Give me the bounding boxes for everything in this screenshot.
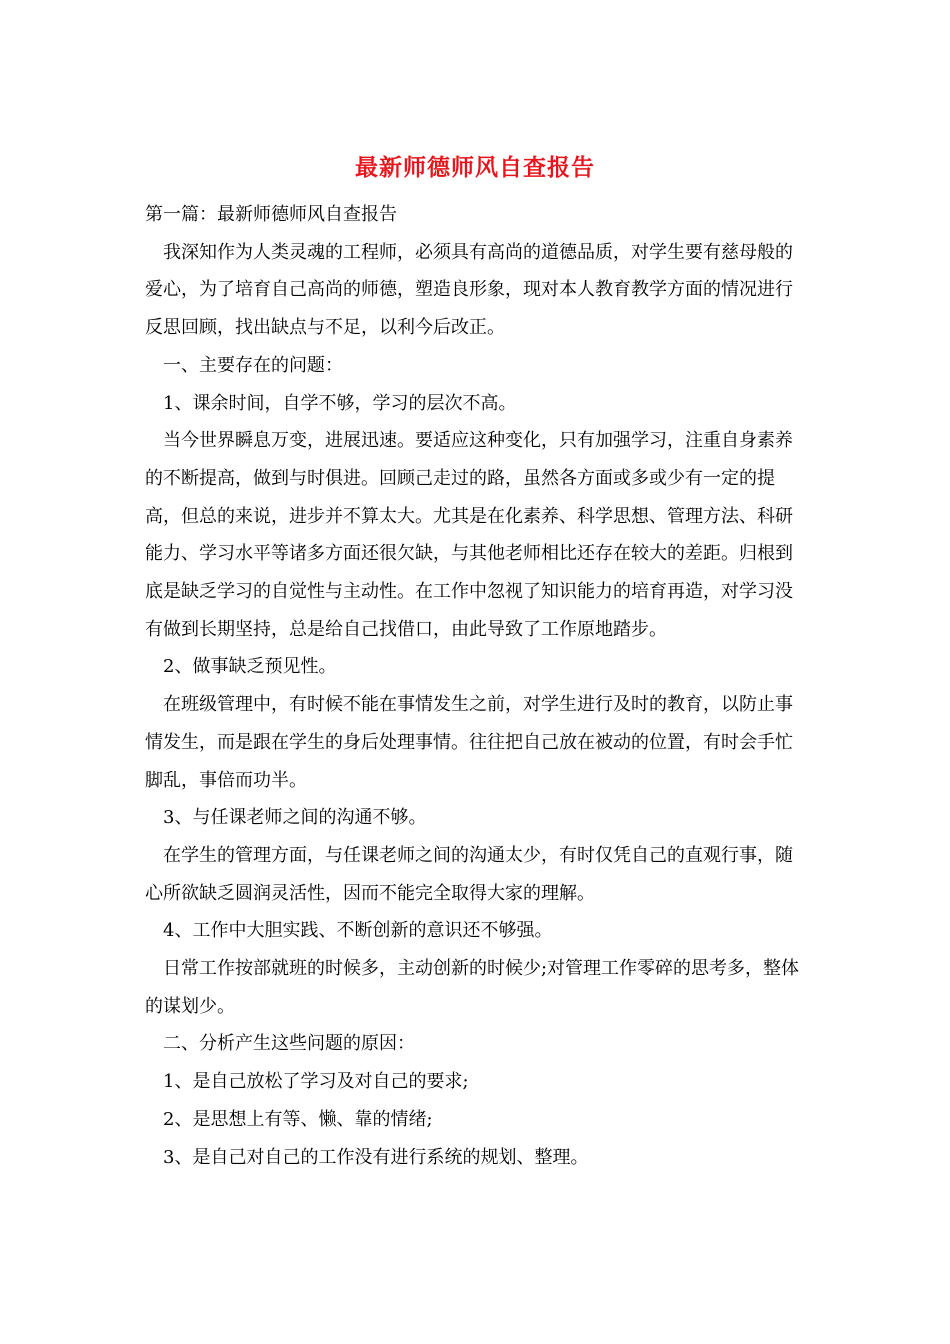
document-title: 最新师德师风自查报告 — [355, 154, 595, 181]
paragraph-item-4: 4、工作中大胆实践、不断创新的意识还不够强。 — [163, 920, 553, 942]
paragraph-item-3: 3、与任课老师之间的沟通不够。 — [163, 807, 427, 829]
paragraph-item-2-detail: 在班级管理中，有时候不能在事情发生之前，对学生进行及时的教育，以防止事情发生，而是跟在学生的身后处理事情。往往把自己放在被动的位置，有时会手忙脚乱，事倍而功半。 — [145, 694, 793, 791]
paragraph-cause-2: 2、是思想上有等、懒、靠的情绪; — [163, 1108, 433, 1130]
document-body — [145, 196, 805, 1176]
paragraph-intro: 我深知作为人类灵魂的工程师，必须具有高尚的道德品质，对学生要有慈母般的爱心，为了培育自己高尚的师德，塑造良形象，现对本人教育教学方面的情况进行反思回顾，找出缺点与不足，以利今后改正。 — [145, 241, 793, 339]
paragraph-item-4-detail: 日常工作按部就班的时候多，主动创新的时候少;对管理工作零碎的思考多，整体的谋划少。 — [145, 958, 800, 1017]
paragraph-cause-3: 3、是自己对自己的工作没有进行系统的规划、整理。 — [163, 1146, 589, 1168]
paragraph-item-1-detail: 当今世界瞬息万变，进展迅速。要适应这种变化，只有加强学习，注重自身素养的不断提高，做到与时俱进。回顾己走过的路，虽然各方面或多或少有一定的提高，但总的来说，进步并不算太大。尤其是在化素养、科学思想、管理方法、科研能力、学习水平等诸多方面还很欠缺，与其他老师相比还存在较大的差距。归根到底是缺乏学习的自觉性与主动性。在工作中忽视了知识能力的培育再造，对学习没有做到长期坚持，总是给自己找借口，由此导致了工作原地踏步。 — [145, 430, 793, 640]
paragraph-heading-problems: 一、主要存在的问题： — [163, 354, 343, 376]
paragraph-heading-causes: 二、分析产生这些问题的原因： — [163, 1033, 415, 1055]
paragraph-section-heading: 第一篇：最新师德师风自查报告 — [145, 204, 397, 225]
paragraph-item-2: 2、做事缺乏预见性。 — [163, 656, 337, 678]
paragraph-cause-1: 1、是自己放松了学习及对自己的要求; — [163, 1071, 469, 1093]
paragraph-item-3-detail: 在学生的管理方面，与任课老师之间的沟通太少，有时仅凭自己的直观行事，随心所欲缺乏圆润灵活性，因而不能完全取得大家的理解。 — [145, 844, 793, 904]
paragraph-item-1: 1、课余时间，自学不够，学习的层次不高。 — [163, 392, 517, 414]
